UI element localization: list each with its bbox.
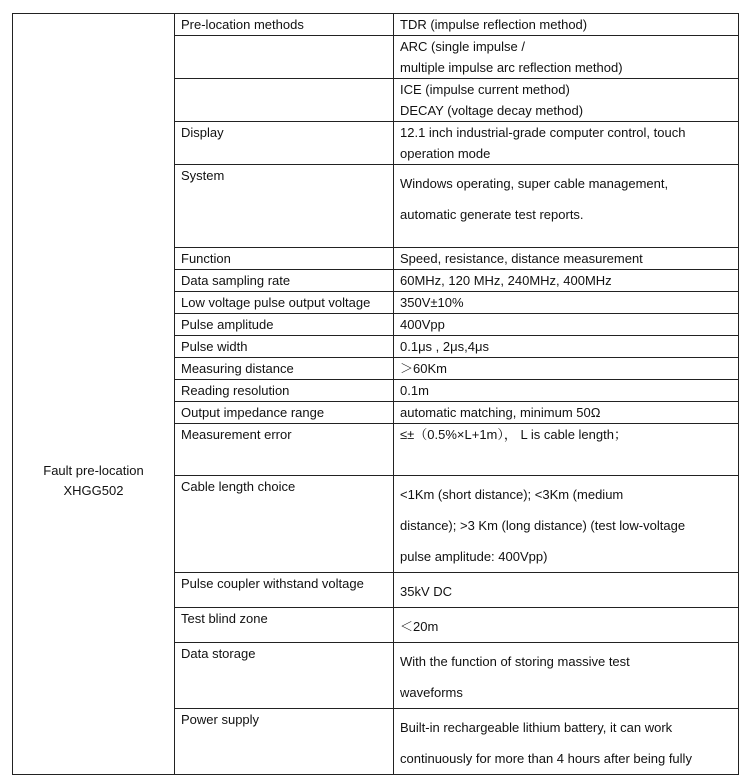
spec-value-line: ≤±（0.5%×L+1m）， L is cable length； xyxy=(400,427,627,442)
spec-value-line: ＜20m xyxy=(400,619,439,634)
spec-label: Low voltage pulse output voltage xyxy=(175,292,394,314)
spec-value-line: 350V±10% xyxy=(400,295,464,310)
spec-value-line: 400Vpp xyxy=(400,317,445,332)
spec-value-line: distance); >3 Km (long distance) (test low-voltage xyxy=(400,518,686,533)
spec-value-line: operation mode xyxy=(400,146,491,161)
spec-label: Reading resolution xyxy=(175,380,394,402)
spec-value xyxy=(394,709,739,775)
spec-value-line: automatic generate test reports. xyxy=(400,207,584,222)
spec-label: Data storage xyxy=(175,643,394,709)
spec-value-line: Speed, resistance, distance measurement xyxy=(400,251,643,266)
spec-value-line: ＞60Km xyxy=(400,361,447,376)
spec-value-line: 35kV DC xyxy=(400,584,453,599)
spec-value xyxy=(394,292,739,314)
spec-value xyxy=(394,314,739,336)
spec-table xyxy=(12,13,739,775)
spec-value-line: pulse amplitude: 400Vpp) xyxy=(400,549,548,564)
spec-value-line: 0.1m xyxy=(400,383,429,398)
spec-label: Pulse coupler withstand voltage xyxy=(175,573,394,608)
spec-value xyxy=(394,643,739,709)
spec-value-line: With the function of storing massive test xyxy=(400,654,630,669)
spec-value-line: TDR (impulse reflection method) xyxy=(400,17,588,32)
spec-value xyxy=(394,14,739,36)
spec-value xyxy=(394,36,739,79)
spec-label: Display xyxy=(175,122,394,165)
spec-value xyxy=(394,476,739,573)
spec-value xyxy=(394,573,739,608)
spec-value xyxy=(394,402,739,424)
spec-value-line: <1Km (short distance); <3Km (medium xyxy=(400,487,624,502)
spec-value-line: waveforms xyxy=(400,685,463,700)
spec-value xyxy=(394,248,739,270)
spec-value xyxy=(394,165,739,248)
spec-value-line: Built-in rechargeable lithium battery, it can work xyxy=(400,720,673,735)
spec-value-line: 0.1μs , 2μs,4μs xyxy=(400,339,489,354)
spec-label: Pulse width xyxy=(175,336,394,358)
spec-label xyxy=(175,79,394,122)
spec-label: Output impedance range xyxy=(175,402,394,424)
spec-label xyxy=(175,36,394,79)
spec-value-line: 12.1 inch industrial-grade computer control, touch xyxy=(400,125,686,140)
spec-label: Cable length choice xyxy=(175,476,394,573)
group-line-1: Fault pre-location xyxy=(43,463,144,478)
spec-label: Measuring distance xyxy=(175,358,394,380)
spec-value-line: 60MHz, 120 MHz, 240MHz, 400MHz xyxy=(400,273,612,288)
group-label xyxy=(13,461,174,501)
spec-value-line: multiple impulse arc reflection method) xyxy=(400,60,623,75)
spec-label: System xyxy=(175,165,394,248)
spec-value-line: ICE (impulse current method) xyxy=(400,82,570,97)
group-cell xyxy=(13,14,175,775)
spec-label: Data sampling rate xyxy=(175,270,394,292)
spec-value-line: continuously for more than 4 hours after being fully xyxy=(400,751,692,766)
spec-value-line: Windows operating, super cable management, xyxy=(400,176,669,191)
spec-label: Pulse amplitude xyxy=(175,314,394,336)
spec-value xyxy=(394,380,739,402)
spec-label: Test blind zone xyxy=(175,608,394,643)
group-line-2: XHGG502 xyxy=(63,483,124,498)
spec-value xyxy=(394,122,739,165)
spec-value xyxy=(394,270,739,292)
spec-label: Pre-location methods xyxy=(175,14,394,36)
spec-value xyxy=(394,608,739,643)
spec-value-line: ARC (single impulse / xyxy=(400,39,525,54)
spec-label: Power supply xyxy=(175,709,394,775)
spec-value xyxy=(394,336,739,358)
spec-value xyxy=(394,358,739,380)
table-row xyxy=(13,14,739,36)
spec-value-line: DECAY (voltage decay method) xyxy=(400,103,584,118)
spec-label: Measurement error xyxy=(175,424,394,476)
spec-value xyxy=(394,424,739,476)
spec-value xyxy=(394,79,739,122)
spec-label: Function xyxy=(175,248,394,270)
spec-value-line: automatic matching, minimum 50Ω xyxy=(400,405,601,420)
